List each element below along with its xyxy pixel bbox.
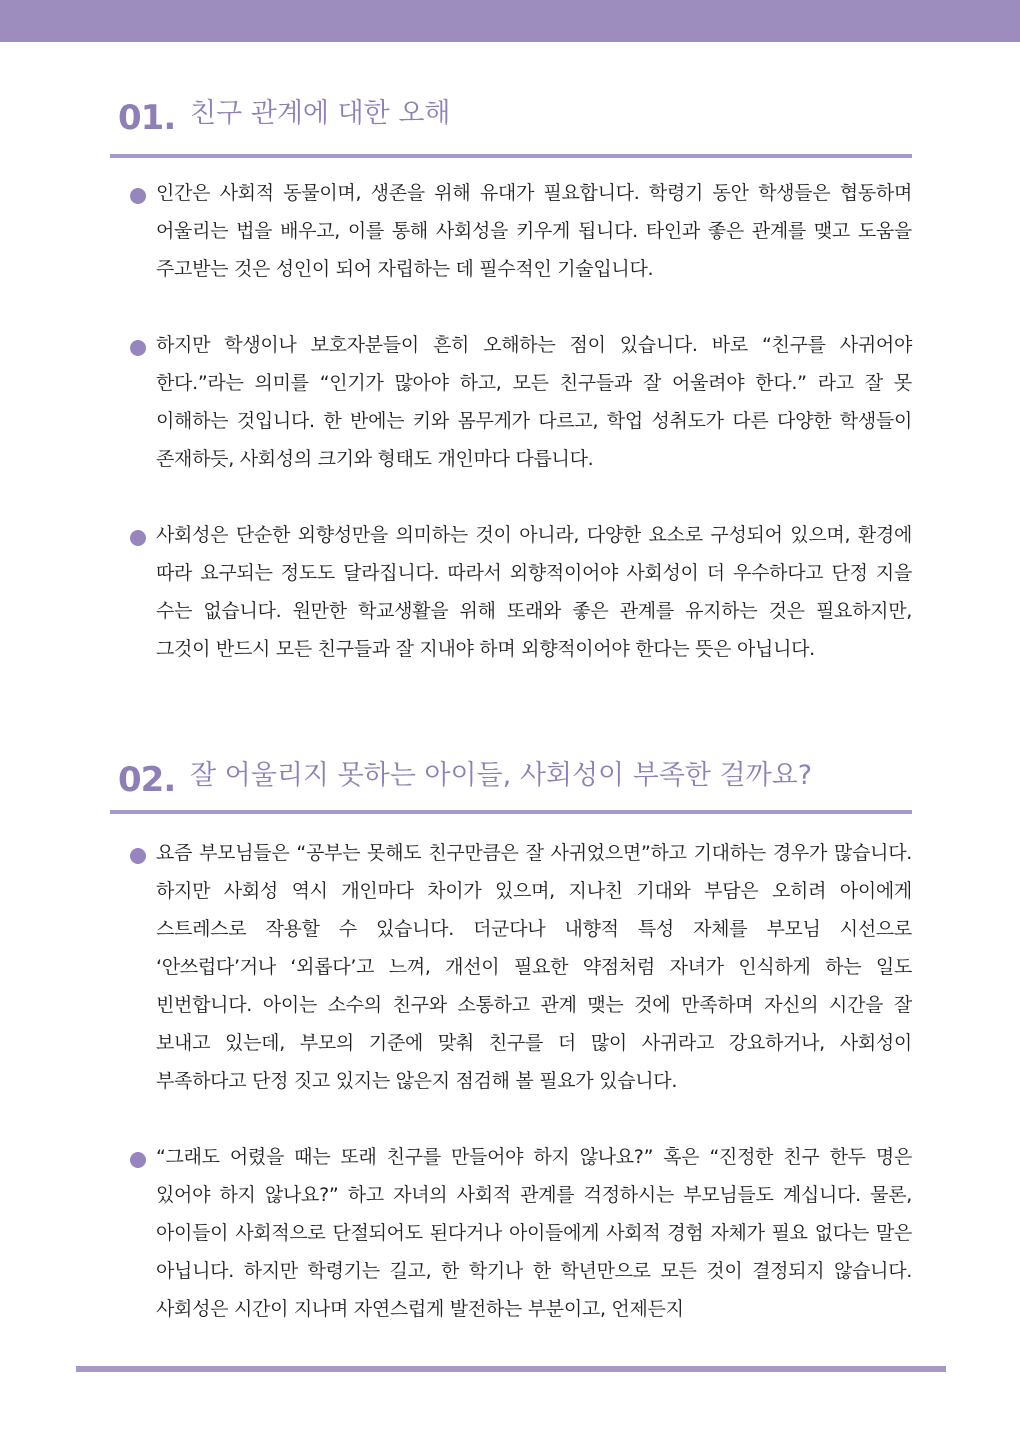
paragraph-2-1 bbox=[110, 834, 912, 1100]
bullet-icon bbox=[130, 1152, 146, 1168]
section-2-number: 02. bbox=[118, 760, 176, 800]
section-1 bbox=[110, 96, 912, 668]
top-color-band bbox=[0, 0, 1020, 42]
section-2 bbox=[110, 758, 912, 1328]
section-1-paragraphs bbox=[110, 174, 912, 668]
paragraph-1-1 bbox=[110, 174, 912, 288]
paragraph-text: 요즘 부모님들은 “공부는 못해도 친구만큼은 잘 사귀었으면”하고 기대하는 경우가 많습니다. 하지만 사회성 역시 개인마다 차이가 있으며, 지나친 기대와 부담은 오히려 아이에게 스트레스로 작용할 수 있습니다. 더군다나 내향적 특성 자체를 부모님 시선으로 ‘안쓰럽다’거나 ‘외롭다’고 느껴, 개선이 필요한 약점처럼 자녀가 인식하게 하는 일도 빈번합니다. 아이는 소수의 친구와 소통하고 관계 맺는 것에 만족하며 자신의 시간을 잘 보내고 있는데, 부모의 기준에 맞춰 친구를 더 많이 사귀라고 강요하거나, 사회성이 부족하다고 단정 짓고 있지는 않은지 점검해 볼 필요가 있습니다. bbox=[156, 842, 912, 1092]
section-1-heading bbox=[110, 96, 912, 140]
bullet-icon bbox=[130, 188, 146, 204]
paragraph-text: “그래도 어렸을 때는 또래 친구를 만들어야 하지 않나요?” 혹은 “진정한 친구 한두 명은 있어야 하지 않나요?” 하고 자녀의 사회적 관계를 걱정하시는 부모님들도 계십니다. 물론, 아이들이 사회적으로 단절되어도 된다거나 아이들에게 사회적 경험 자체가 필요 없다는 말은 아닙니다. 하지만 학령기는 길고, 한 학기나 한 학년만으로 모든 것이 결정되지 않습니다. 사회성은 시간이 지나며 자연스럽게 발전하는 부분이고, 언제든지 bbox=[156, 1146, 912, 1320]
section-2-title: 잘 어울리지 못하는 아이들, 사회성이 부족한 걸까요? bbox=[190, 760, 813, 791]
section-1-number: 01. bbox=[118, 98, 176, 138]
paragraph-1-2 bbox=[110, 326, 912, 478]
section-2-paragraphs bbox=[110, 834, 912, 1328]
paragraph-2-2 bbox=[110, 1138, 912, 1328]
bullet-icon bbox=[130, 848, 146, 864]
section-1-heading-rule bbox=[110, 154, 912, 158]
bullet-icon bbox=[130, 340, 146, 356]
paragraph-text: 사회성은 단순한 외향성만을 의미하는 것이 아니라, 다양한 요소로 구성되어 있으며, 환경에 따라 요구되는 정도도 달라집니다. 따라서 외향적이어야 사회성이 더 우수하다고 단정 지을 수는 없습니다. 원만한 학교생활을 위해 또래와 좋은 관계를 유지하는 것은 필요하지만, 그것이 반드시 모든 친구들과 잘 지내야 하며 외향적이어야 한다는 뜻은 아닙니다. bbox=[156, 524, 912, 660]
bullet-icon bbox=[130, 530, 146, 546]
section-2-heading-rule bbox=[110, 810, 912, 814]
paragraph-text: 하지만 학생이나 보호자분들이 흔히 오해하는 점이 있습니다. 바로 “친구를 사귀어야 한다.”라는 의미를 “인기가 많아야 하고, 모든 친구들과 잘 어울려야 한다.” 라고 잘 못 이해하는 것입니다. 한 반에는 키와 몸무게가 다르고, 학업 성취도가 다른 다양한 학생들이 존재하듯, 사회성의 크기와 형태도 개인마다 다릅니다. bbox=[156, 334, 912, 470]
section-2-heading bbox=[110, 758, 912, 802]
section-1-title: 친구 관계에 대한 오해 bbox=[190, 98, 451, 129]
bottom-rule bbox=[76, 1366, 946, 1372]
paragraph-text: 인간은 사회적 동물이며, 생존을 위해 유대가 필요합니다. 학령기 동안 학생들은 협동하며 어울리는 법을 배우고, 이를 통해 사회성을 키우게 됩니다. 타인과 좋은 관계를 맺고 도움을 주고받는 것은 성인이 되어 자립하는 데 필수적인 기술입니다. bbox=[156, 182, 912, 280]
paragraph-1-3 bbox=[110, 516, 912, 668]
